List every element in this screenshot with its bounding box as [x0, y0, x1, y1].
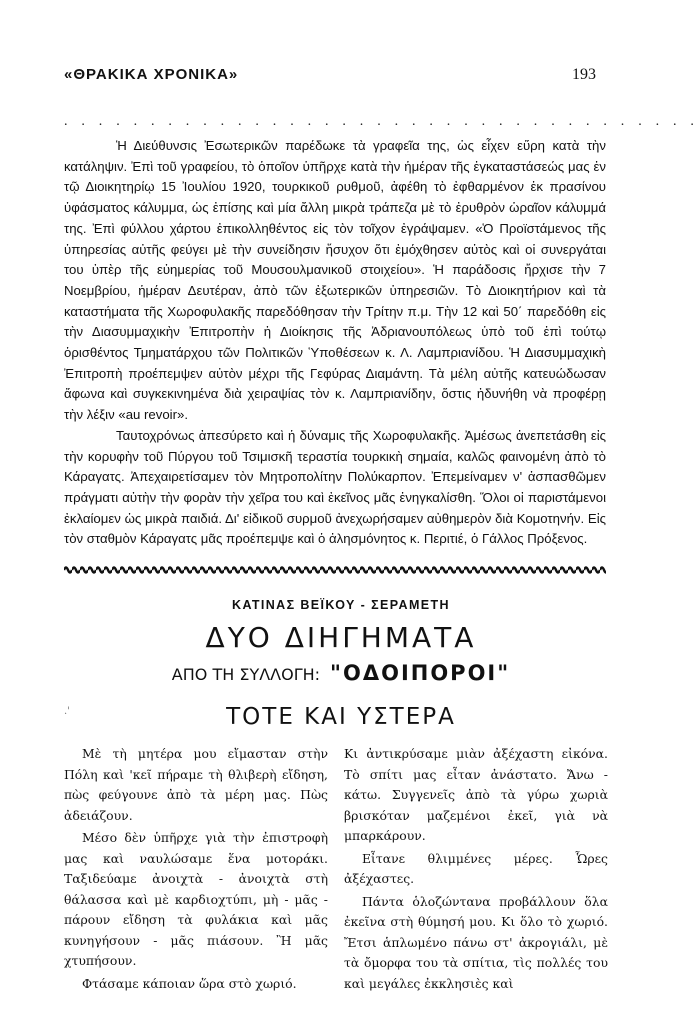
collection-name: "ΟΔΟΙΠΟΡΟΙ"	[330, 661, 511, 685]
wave-divider	[64, 564, 606, 576]
collection-subtitle	[0, 661, 682, 685]
story-column-left	[64, 744, 328, 996]
story-paragraph: Μέσο δὲν ὑπῆρχε γιὰ τὴν ἐπιστροφὴ μας καὶ ναυλώσαμε ἕνα μοτοράκι. Ταξιδεύαμε ἀνοιχτὰ - ἀνοιχτὰ στὴ θάλασσα καὶ μὲ καρδιοχτύπι, μὴ - μᾶς - πάρουν εἴδηση τὰ φυλάκια καὶ μᾶς κυνηγήσουν - μᾶς πιάσουν. Ἢ μᾶς χτυπήσουν.	[64, 830, 328, 968]
separator-dots: . . . . . . . . . . . . . . . . . . . . . . . . . . . . . . . . . . . . .	[64, 114, 699, 129]
section-title: ΤΟΤΕ ΚΑΙ ΥΣΤΕΡΑ	[226, 704, 456, 730]
stray-mark: .'	[64, 706, 70, 717]
story-column-right	[344, 744, 608, 996]
article-paragraph: Ταυτοχρόνως ἀπεσύρετο καὶ ἡ δύναμις τῆς Χωροφυλακῆς. Ἀμέσως ἀνεπετάσθη εἰς τὴν κορυφὴν τοῦ Πύργου τοῦ Τσιμισκῆ τεραστία τουρκικὴ σημαία, καλῶς φαινομένη ἀπὸ τὸ Κάραγατς. Ἀπεχαιρετίσαμεν τὸν Μητροπολίτην Πολύκαρπον. Ἐπεμείναμεν ν' ἀσπασθῶμεν πράγματι αὐτὴν τὴν φορὰν τὴν χεῖρα του καὶ ἐκεῖνος μᾶς ἐνηγκαλίσθη. Ὅλοι οἱ παριστάμενοι ἐκλαίομεν ὡς μικρὰ παιδιά. Δι' εἰδικοῦ συρμοῦ ἀνεχωρήσαμεν αὐθημερὸν διὰ Κομοτηνήν. Εἰς τὸν σταθμὸν Κάραγατς μᾶς προέπεμψε καὶ ὁ ἀλησμόνητος κ. Περιτιέ, ὁ Γάλλος Πρόξενος.	[64, 427, 606, 547]
story-paragraph: Κι ἀντικρύσαμε μιὰν ἀξέχαστη εἰκόνα. Τὸ σπίτι μας εἶταν ἀνάστατο. Ἄνω - κάτω. Συγγενεῖς ἀπὸ τὰ γύρω χωριὰ βρισκόταν μαζεμένοι ἐκεῖ, γιὰ νὰ μπαρκάρουν.	[344, 746, 608, 843]
article-paragraph: Ἡ Διεύθυνσις Ἐσωτερικῶν παρέδωκε τὰ γραφεῖα της, ὡς εἶχεν εὕρη κατὰ τὴν κατάληψιν. Ἐπὶ τοῦ γραφείου, τὸ ὁποῖον ὑπῆρχε κατὰ τὴν ἡμέραν τῆς ἐγκαταστάσεώς μας ἐν τῷ Διοικητηρίῳ 15 Ἰουλίου 1920, τουρκικοῦ ρυθμοῦ, ἀφέθη τὸ ἐφθαρμένον ἐκ πρασίνου ὑφάσματος κάλυμμα, ὡς ἐπίσης καὶ μία ἄλλη μικρὰ τράπεζα μὲ τὸ ἐρυθρὸν ὡραῖον κάλυμμά της. Ἐπὶ φύλλου χάρτου ἐπικολληθέντος εἰς τὸν τοῖχον ἐγράψαμεν. «Ὁ Προϊστάμενος τῆς ὑπηρεσίας αὐτῆς φεύγει μὲ τὴν συνείδησιν ἥσυχον ὅτι ἐμόχθησεν αὐτὸς καὶ οἱ συνεργάται του ὑπὲρ τῆς εὐημερίας τοῦ Μουσουλμανικοῦ στοιχείου». Ἡ παράδοσις ἤρχισε τὴν 7 Νοεμβρίου, ἡμέραν Δευτέραν, ἀπὸ τῶν ἐξωτερικῶν ὑπηρεσιῶν. Τὸ Διοικητήριον καὶ τὰ καταστήματα τῆς Χωροφυλακῆς παρεδόθησαν τὴν Τρίτην π.μ. Τὴν 12 καὶ 50΄ παρεδόθη εἰς τὴν Διασυμμαχικὴν Ἐπιτροπὴν ἡ Διοίκησις τῆς Ἀδριανουπόλεως ὑπὸ τοῦ ἐπὶ τούτῳ ὁρισθέντος Τμηματάρχου τῶν Πολιτικῶν Ὑποθέσεων κ. Λ. Λαμπριανίδου. Ἡ Διασυμμαχικὴ Ἐπιτροπὴ προέπεμψεν αὐτὸν μέχρι τῆς Γεφύρας Διαμάντη. Τὰ μέλη αὐτῆς κατευώδωσαν ἄφωνα καὶ συγκεκινημένα διὰ χειραψίας τὸν κ. Λαμπριανίδην, ὅστις ἠδυνήθη νὰ προφέρῃ τὴν λέξιν «au revoir».	[64, 138, 606, 423]
story-paragraph: Πάντα ὁλοζώντανα προβάλλουν ὅλα ἐκεῖνα στὴ θύμησή μου. Κι ὅλο τὸ χωριό. Ἔτσι ἁπλωμένο πάνω στ' ἀκρογιάλι, μὲ τὰ ὄμορφα του τὰ σπίτια, τὶς πολλές του καὶ μεγάλες ἐκκλησιὲς καὶ	[344, 893, 608, 991]
subtitle-prefix: ΑΠΟ ΤΗ ΣΥΛΛΟΓΗ:	[171, 665, 321, 684]
story-paragraph: Μὲ τὴ μητέρα μου εἴμασταν στὴν Πόλη καὶ 'κεῖ πήραμε τὴ θλιβερὴ εἴδηση, πὼς φεύγουνε ἀπὸ τὰ μέρη μας. Πὼς ἀδειάζουν.	[64, 746, 328, 823]
running-title: «ΘΡΑΚΙΚΑ ΧΡΟΝΙΚΑ»	[64, 66, 239, 83]
story-paragraph: Εἶτανε θλιμμένες μέρες. Ὧρες ἀξέχαστες.	[344, 850, 608, 886]
page-header	[64, 66, 596, 84]
story-paragraph: Φτάσαμε κάποιαν ὥρα στὸ χωριό.	[82, 975, 297, 991]
article-text	[64, 136, 606, 550]
story-title: ΔΥΟ ΔΙΗΓΗΜΑΤΑ	[205, 621, 477, 654]
author-name: ΚΑΤΙΝΑΣ ΒΕΪΚΟΥ - ΣΕΡΑΜΕΤΗ	[232, 598, 450, 612]
page-number: 193	[572, 66, 596, 83]
